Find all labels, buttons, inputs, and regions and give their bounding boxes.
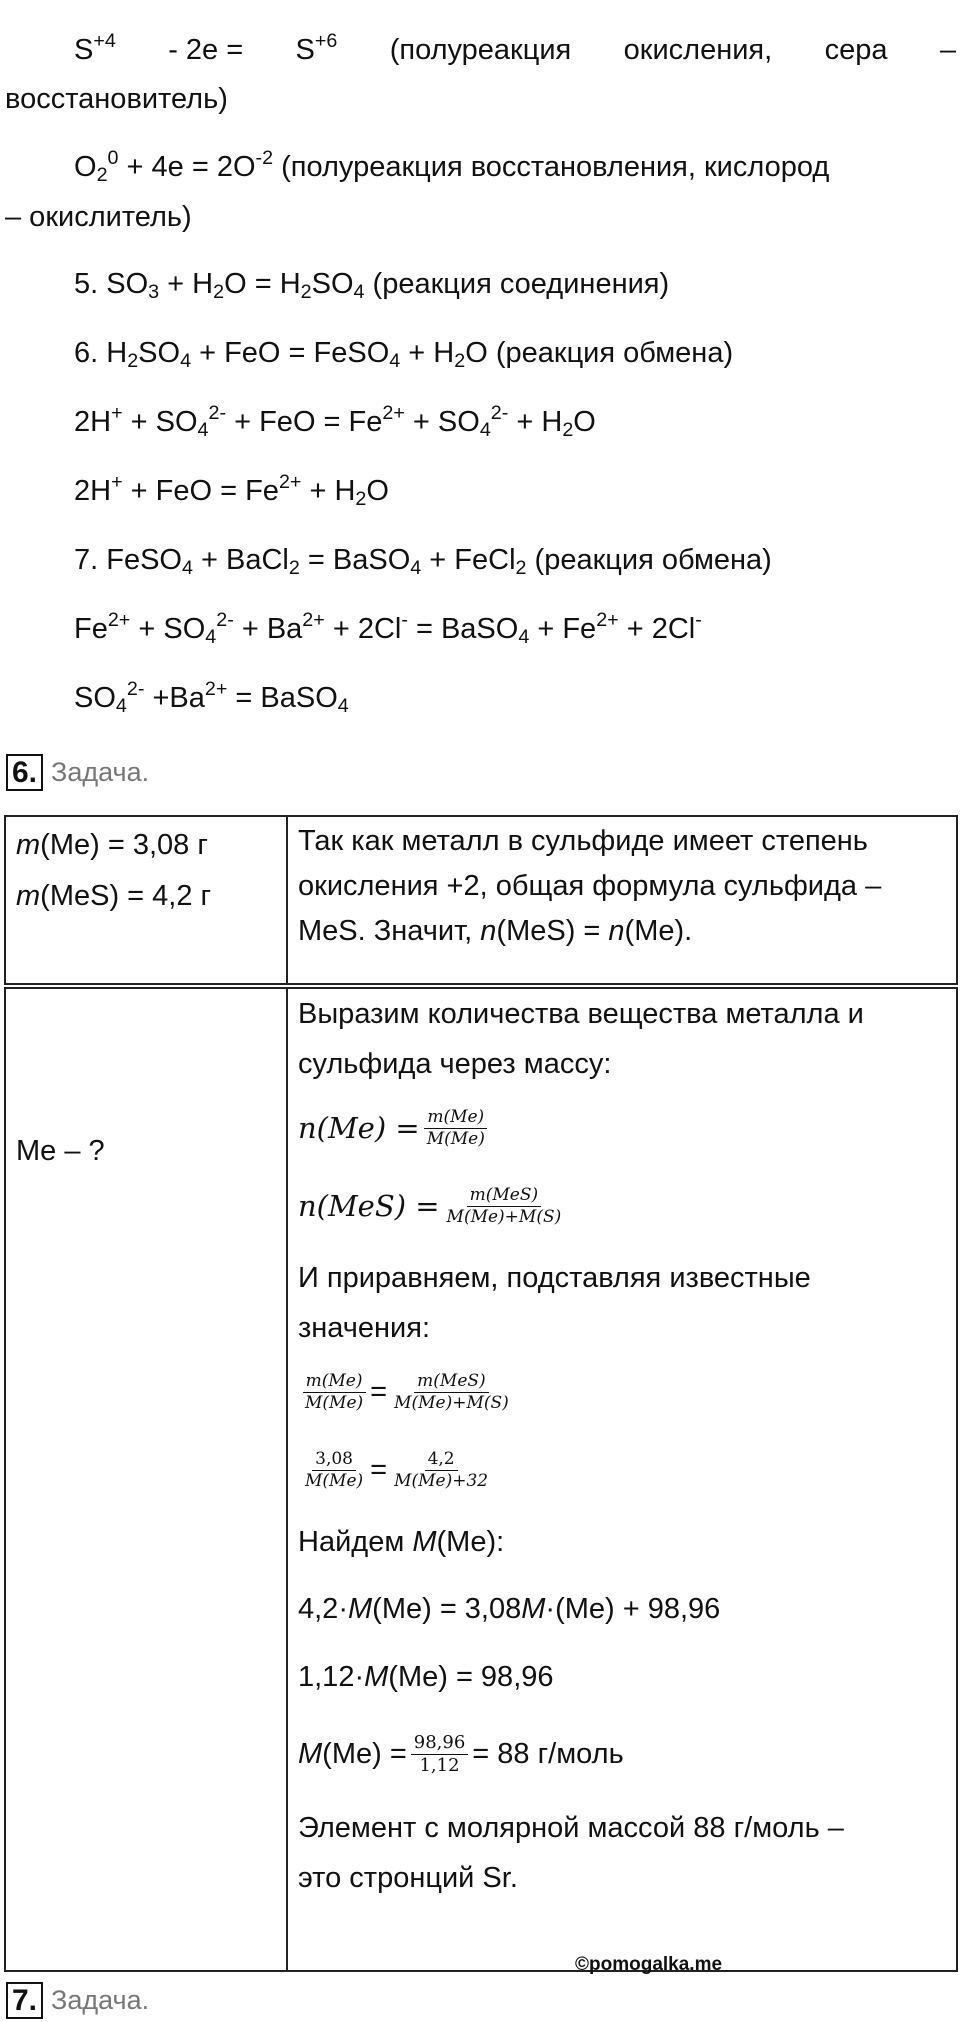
given-explanation-cell [287,816,957,984]
solution-cell [287,988,957,1971]
equation-7-ionic: $Fe^{2+} + SO_4^{2-} + Ba^{2+} + 2Cl^-$ = BaSO$_4$ + $Fe^{2+} + 2Cl^-$ [74,609,702,648]
oxidation-rhs: $S^{+6}$ [295,30,338,66]
task-6-number: 6. [6,754,43,791]
oxidation-note-3: сера [824,34,888,66]
oxidation-note-2: окисления, [623,34,773,66]
equation-6: 6. $H_2SO_4$ + FeO = FeSO$_4$ + $H_2O$ (реакция обмена) [74,337,734,372]
p1-line-2: сульфида через массу: [298,1048,612,1080]
reduction-half-reaction: $O_2^0 + 4e = 2O^{-2}$ (полуреакция восстановления, кислород [74,147,830,186]
given-cell [5,816,287,984]
task-6-label: Задача. [51,757,150,787]
calc-line-3: M (Me) = $\frac{98,96}{1,12}$ = 88 г/моль [298,1731,624,1776]
formula-equate: $\frac{m(Me)}{M(Me)}$ = $\frac{\text{m(MeS)}}{M(Me)+M(S)}$ [298,1353,946,1431]
formula-n-me: n(Me) = $\frac{m(Me)}{M(Me)}$ [298,1089,946,1167]
equation-6-ionic: $2H^+ + SO_4^{2-}$ + FeO = $Fe^{2+} + SO_4^{2-} + H_2O$ [74,402,596,441]
given-table [4,815,958,985]
p2-line-1: И приравняем, подставляя известные [298,1262,811,1294]
watermark: ©pomogalka.me [575,1954,723,1975]
explanation-line-3: MeS. Значит, n(MeS) = n(Me). [298,914,693,947]
formula-n-mes: n(MeS) = $\frac{\text{m(MeS)}}{M(Me)+M(S)}$ [298,1185,562,1227]
task-6-header [6,752,149,794]
equation-7-short: $SO_4^{2-} +Ba^{2+}$ = BaSO$_4$ [74,678,349,717]
p4-line-1: Элемент с молярной массой 88 г/моль – [298,1812,844,1844]
oxidation-note-1: (полуреакция [389,34,572,66]
solution-table [4,987,958,1972]
calc-line-2: 1,12·M(Me) = 98,96 [298,1661,554,1693]
p4-line-2: это стронций Sr. [298,1862,518,1894]
equation-7: 7. FeSO$_4$ + BaCl$_2$ = BaSO$_4$ + FeCl$_2$ (реакция обмена) [74,544,772,579]
given-mass-me: m(Me) = 3,08 г [16,829,208,861]
find-cell [5,988,287,1971]
explanation-line-1: Так как металл в сульфиде имеет степень [298,825,868,857]
equation-6-short: 2H+ + FeO = $Fe^{2+} + H_2O$ [74,471,389,510]
oxidation-lhs: $S^{+4}$ [74,30,116,66]
p3-line: Найдем M(Me): [298,1526,505,1558]
task-7-label: Задача. [51,1985,150,2015]
explanation-line-2: окисления +2, общая формула сульфида – [298,869,882,902]
oxidation-mid: - 2e = [168,34,244,66]
reduction-note-cont: – окислитель) [5,201,192,233]
given-mass-mes: m(MeS) = 4,2 г [16,879,212,912]
find-text: Me – ? [16,1135,105,1167]
p2-line-2: значения: [298,1312,431,1344]
oxidation-note-4: – [939,34,956,66]
task-7-number: 7. [6,1982,43,2019]
oxidation-note-cont: восстановитель) [5,83,228,115]
equation-5: 5. $SO_3 + H_2O = H_2SO_4$ (реакция соединения) [74,268,670,303]
task-7-header [6,1980,149,2022]
calc-line-1: 4,2·M(Me) = 3,08M·(Me) + 98,96 [298,1593,721,1625]
formula-equate-values: $\frac{3,08}{M(Me)}$ = $\frac{4,2}{M(Me)+32}$ [305,1449,489,1491]
oxidation-half-reaction [0,28,960,73]
p1-line-1: Выразим количества вещества металла и [298,998,864,1030]
